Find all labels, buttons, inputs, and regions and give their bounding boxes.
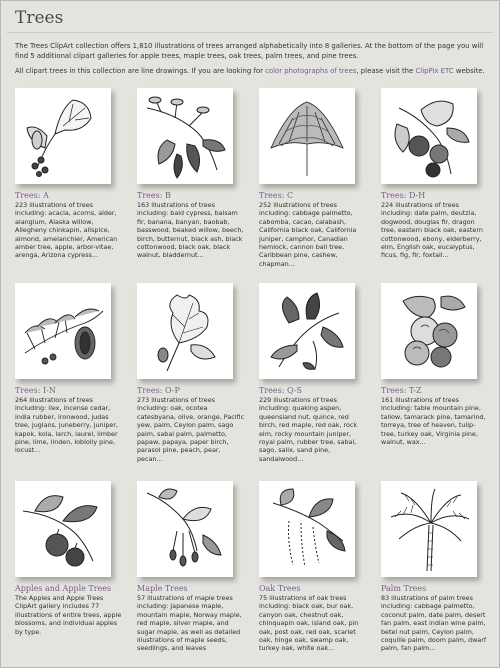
gallery-title[interactable]: Trees: C	[259, 191, 294, 200]
gallery-thumbnail[interactable]	[15, 481, 111, 577]
gallery-thumbnail[interactable]	[259, 283, 355, 379]
gallery-title[interactable]: Trees: D-H	[381, 191, 426, 200]
page-title: Trees	[15, 8, 64, 28]
gallery-thumbnail[interactable]	[259, 88, 355, 184]
maple-branch-icon	[137, 481, 233, 577]
gallery-description: 252 illustrations of trees including: cabbage palmetto, cabomba, cacao, calabash, California black oak, California juniper, camphor, Canadian hemlock, cannon ball tree, Caribbean pine, cashew, chapman...	[259, 201, 357, 268]
gallery-description: 273 illustrations of trees including: oak, ocotea catesbyana, olive, orange, Pacific yew, palm, Ceylon palm, sago palm, sabal palm, palmetto, papaw, papaya, paper birch, parasol pine, peach, pear, pecan...	[137, 396, 245, 463]
gallery-thumbnail[interactable]	[137, 88, 233, 184]
gallery-description: 161 illustrations of trees including: table mountain pine, tallow, tamarack pine, tamarind, torreya, tree of heaven, tulip-tree, turkey oak, Virginia pine, walnut, wax...	[381, 396, 486, 447]
gallery-title[interactable]: Apples and Apple Trees	[15, 584, 112, 593]
gallery-description: 163 illustrations of trees including: bald cypress, balsam fir, banana, banyan, baobab, basswood, beaked willow, beech, birch, butternut, black ash, black cottonwood, black oak, black walnut, bladdernut...	[137, 201, 244, 260]
kola-branch-icon	[15, 283, 111, 379]
gallery-title[interactable]: Maple Trees	[137, 584, 188, 593]
color-photographs-link[interactable]: color photographs of trees	[265, 67, 357, 76]
gallery-description: 75 illustrations of oak trees including: black oak, bur oak, canyon oak, chestnut oak, chinquapin oak, island oak, pin oak, post oak, red oak, scarlet oak, hinge oak, swamp oak, turkey oak, white oak...	[259, 594, 359, 653]
title-bar	[7, 5, 493, 33]
gallery-title[interactable]: Palm Trees	[381, 584, 427, 593]
intro-text	[15, 42, 489, 83]
gallery-description: The Apples and Apple Trees ClipArt gallery includes 77 illustrations of entire trees, apple blossoms, and individual apples by type.	[15, 594, 122, 636]
oak-leaf-icon	[137, 283, 233, 379]
palm-tree-icon	[381, 481, 477, 577]
intro-paragraph-2	[15, 67, 489, 77]
apple-branch-icon	[15, 481, 111, 577]
gallery-title[interactable]: Trees: Q-S	[259, 386, 303, 395]
nut-cluster-icon	[381, 283, 477, 379]
intro-text-after: website.	[453, 67, 485, 76]
gallery-description: 223 illustrations of trees including: acacia, acorns, alder, alangium, Alaska willow, Allegheny chinkapin, allspice, almond, amelanchier, American amber tree, apple, arbor-vitae, arenga, Arizona cypress...	[15, 201, 118, 260]
gallery-description: 57 illustrations of maple trees including: Japanese maple, mountain maple, Norway maple, red maple, silver maple, and sugar maple, as well as detailed illustrations of maple seeds, seedlings, and leaves	[137, 594, 242, 653]
gallery-thumbnail[interactable]	[137, 481, 233, 577]
gallery-description: 229 illustrations of trees including: quaking aspen, queensland nut, quince, red birch, red maple, red oak, rock elm, rocky mountain juniper, royal palm, rubber tree, sabal, sago, salix, sand pine, sandalwood...	[259, 396, 358, 463]
gallery-title[interactable]: Oak Trees	[259, 584, 301, 593]
gallery-thumbnail[interactable]	[15, 283, 111, 379]
gallery-thumbnail[interactable]	[137, 283, 233, 379]
intro-text-middle: , please visit the	[356, 67, 416, 76]
clippix-etc-link[interactable]: ClipPix ETC	[415, 67, 454, 76]
gallery-description: 264 illustrations of trees including: ilex, incense cedar, india rubber, ironwood, judas tree, juglans, juneberry, juniper, kapok, kola, larch, laurel, limber pine, lime, linden, loblolly pine, locust...	[15, 396, 119, 455]
flowering-branch-icon	[137, 88, 233, 184]
gallery-title[interactable]: Trees: O-P	[137, 386, 180, 395]
gallery-thumbnail[interactable]	[381, 88, 477, 184]
gallery-description: 224 illustrations of trees including: date palm, deutzia, dogwood, douglas fir, dragon tree, eastern black oak, eastern cottonwood, ebony, elderberry, elm, English oak, eucalyptus, ficus, fig, fir, foxtail...	[381, 201, 483, 260]
oak-catkin-icon	[259, 481, 355, 577]
gallery-title[interactable]: Trees: I-N	[15, 386, 56, 395]
gallery-title[interactable]: Trees: T-Z	[381, 386, 422, 395]
fig-branch-icon	[381, 88, 477, 184]
gallery-thumbnail[interactable]	[381, 283, 477, 379]
cedar-branch-icon	[259, 88, 355, 184]
maple-seed-icon	[259, 283, 355, 379]
gallery-thumbnail[interactable]	[381, 481, 477, 577]
leaf-branch-icon	[15, 88, 111, 184]
gallery-thumbnail[interactable]	[259, 481, 355, 577]
intro-text-before: All clipart trees in this collection are line drawings. If you are looking for	[15, 67, 266, 76]
gallery-title[interactable]: Trees: B	[137, 191, 171, 200]
gallery-description: 83 illustrations of palm trees including: cabbage palmetto, coconut palm, date palm, desert fan palm, east indian wine palm, betel nut palm, Ceylon palm, coquille palm, doom palm, dwarf palm, fan palm...	[381, 594, 487, 653]
gallery-thumbnail[interactable]	[15, 88, 111, 184]
intro-paragraph-1: The Trees ClipArt collection offers 1,810 illustrations of trees arranged alphabetically into 8 galleries. At the bottom of the page you will find 5 additional clipart galleries for apple trees, maple trees, oak trees, palm trees, and pine trees.	[15, 42, 484, 60]
gallery-title[interactable]: Trees: A	[15, 191, 49, 200]
